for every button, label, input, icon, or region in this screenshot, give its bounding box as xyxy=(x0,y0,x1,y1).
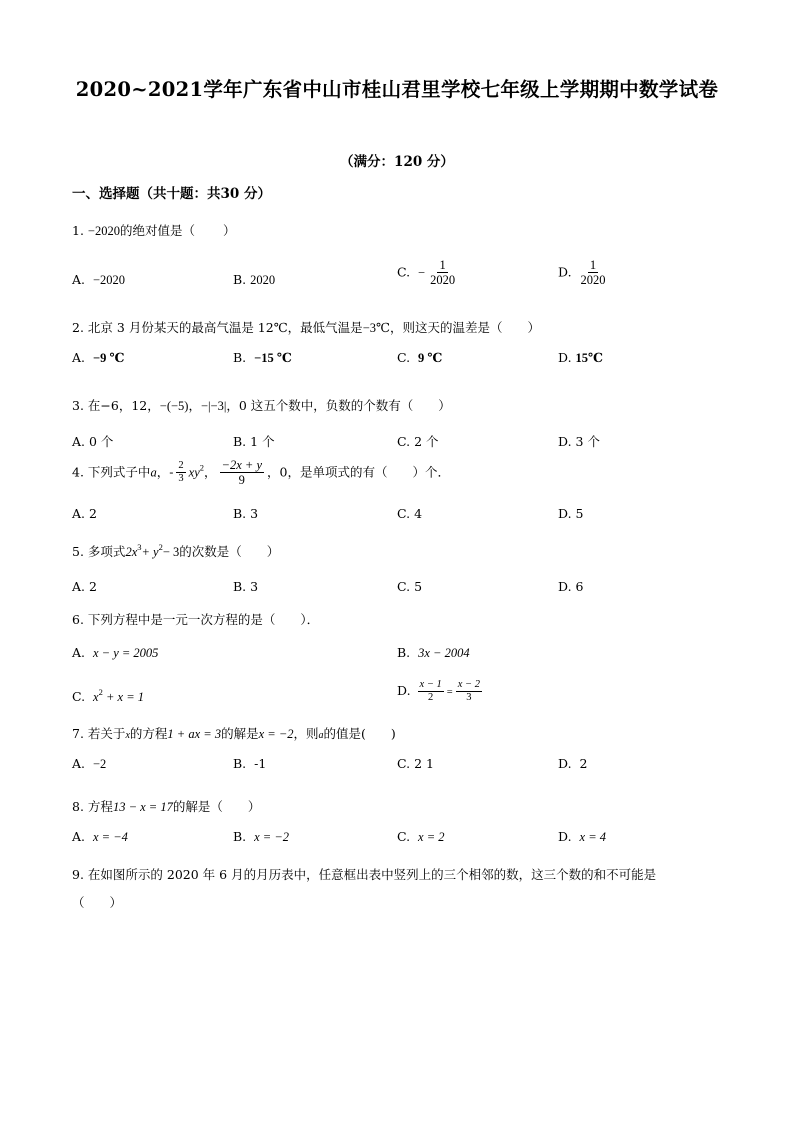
option-text: 5 xyxy=(575,506,584,521)
q8-option-b[interactable] xyxy=(233,829,289,845)
fraction xyxy=(418,679,444,704)
fraction xyxy=(428,258,457,288)
q5-option-c[interactable] xyxy=(397,579,422,594)
question-number: 9. xyxy=(72,867,84,882)
option-text: -1 xyxy=(254,756,267,771)
option-label: A. xyxy=(72,645,86,660)
q1-option-a[interactable] xyxy=(72,272,125,288)
option-label: D. xyxy=(558,434,572,449)
option-label: D. xyxy=(558,350,572,365)
option-text: x = 4 xyxy=(579,830,606,844)
fraction-numerator: −2x + y xyxy=(221,458,263,472)
q7-option-c[interactable] xyxy=(397,756,434,771)
math-expression: −3 xyxy=(362,321,376,335)
option-text: 2 xyxy=(579,756,588,771)
option-label: D. xyxy=(558,829,572,844)
question-text: ，0，是单项式的有（ ）个． xyxy=(267,464,450,480)
question-7 xyxy=(72,724,396,742)
exam-title: 2020~2021学年广东省中山市桂山君里学校七年级上学期期中数学试卷 xyxy=(75,78,719,101)
q1-option-b[interactable] xyxy=(233,272,275,288)
option-label: B. xyxy=(397,645,411,660)
fraction-denominator: 3 xyxy=(466,692,472,704)
fraction-denominator: 2020 xyxy=(430,273,456,288)
fraction-numerator: 2 xyxy=(176,460,185,473)
option-label: C. xyxy=(397,506,411,521)
option-label: C. xyxy=(397,434,411,449)
option-label: D. xyxy=(558,756,572,771)
math-expression: −2020 xyxy=(87,224,120,238)
q3-option-d[interactable] xyxy=(558,432,600,450)
question-6 xyxy=(72,610,319,628)
question-text: 的值是( ) xyxy=(323,726,396,741)
fraction-denominator: 2020 xyxy=(580,273,606,288)
option-label: B. xyxy=(233,506,247,521)
math-expression: − 3 xyxy=(162,545,180,559)
q6-option-b[interactable] xyxy=(397,645,470,661)
question-4: 4. 下列式子中a，- $\frac{2}{3}$ $xy^2$， $\frac{-2x + y}{9}$ ，0，是单项式的有（ ）个． xyxy=(72,458,450,488)
fraction-denominator: 9 xyxy=(238,473,245,488)
math-expression: 13 − x = 17 xyxy=(112,800,173,814)
q4-option-c[interactable] xyxy=(397,506,422,521)
option-label: D. xyxy=(558,506,572,521)
q3-option-c[interactable] xyxy=(397,432,439,450)
question-text: ℃，则这天的温差是（ ） xyxy=(376,320,540,335)
option-text: = xyxy=(446,687,453,699)
q8-option-d[interactable] xyxy=(558,829,606,845)
option-label: B. xyxy=(233,756,247,771)
option-text: + x = 1 xyxy=(102,690,145,704)
option-label: A. xyxy=(72,272,86,287)
question-8 xyxy=(72,797,260,815)
question-text: ，则 xyxy=(293,726,319,741)
q4-option-a[interactable] xyxy=(72,506,97,521)
option-text: 2 1 xyxy=(414,756,434,771)
option-label: C. xyxy=(397,579,411,594)
fraction xyxy=(176,460,185,485)
option-text: x − y = 2005 xyxy=(92,646,159,660)
question-text: 的解是 xyxy=(221,726,259,741)
option-label: A. xyxy=(72,579,86,594)
math-expression: xy xyxy=(188,465,200,480)
question-text: ， xyxy=(204,464,217,480)
option-text: x xyxy=(93,690,99,704)
option-label: C. xyxy=(397,756,411,771)
q1-option-d[interactable] xyxy=(558,258,611,288)
question-text: ，0 这五个数中，负数的个数有（ ） xyxy=(226,398,451,413)
question-text: ） xyxy=(223,223,236,238)
question-text: 下列式子中 xyxy=(87,464,151,480)
option-text: 2020 xyxy=(250,273,276,287)
question-text: 北京 3 月份某天的最高气温是 12℃，最低气温是 xyxy=(87,320,363,335)
fraction xyxy=(456,679,482,704)
question-text: 多项式 xyxy=(87,544,126,559)
q2-option-b[interactable] xyxy=(233,350,292,366)
option-text: 2 xyxy=(89,579,97,594)
option-label: B. xyxy=(233,434,247,449)
question-text: 方程 xyxy=(87,799,113,814)
math-variable: a xyxy=(150,465,157,480)
q3-option-a[interactable] xyxy=(72,432,113,450)
question-text: 下列方程中是一元一次方程的是（ ）． xyxy=(87,612,320,627)
question-number: 6. xyxy=(72,612,84,627)
q7-option-a[interactable] xyxy=(72,756,106,772)
question-text: 的方程 xyxy=(129,726,168,741)
option-text: −2 xyxy=(92,757,107,771)
q2-option-a[interactable] xyxy=(72,350,124,366)
option-label: D. xyxy=(397,683,411,699)
question-number: 7. xyxy=(72,726,84,741)
option-text: −9 ℃ xyxy=(92,351,125,365)
fraction xyxy=(220,458,264,488)
math-variable: a xyxy=(318,730,324,741)
q8-option-c[interactable] xyxy=(397,829,445,845)
fraction-numerator: 1 xyxy=(439,258,446,272)
q6-option-a[interactable] xyxy=(72,645,158,661)
option-label: D. xyxy=(558,264,572,280)
option-text: 3 xyxy=(250,579,259,594)
section-heading: 一、选择题（共十题：共30 分） xyxy=(72,186,271,202)
option-text: x = −4 xyxy=(92,830,128,844)
option-label: A. xyxy=(72,434,86,449)
option-text: 5 xyxy=(414,579,423,594)
option-text: −2020 xyxy=(92,273,126,287)
question-number: 1. xyxy=(72,223,84,238)
option-text: 3x − 2004 xyxy=(418,646,470,660)
option-text: 1 个 xyxy=(250,434,275,449)
question-text: ，- xyxy=(156,464,174,480)
q4-option-d[interactable] xyxy=(558,506,584,521)
question-number: 3. xyxy=(72,398,84,413)
option-label: C. xyxy=(397,350,411,365)
option-label: C. xyxy=(397,829,411,844)
option-text: 9 ℃ xyxy=(418,351,443,365)
option-text: 0 个 xyxy=(89,434,114,449)
question-text: （ ） xyxy=(72,895,123,910)
question-number: 5. xyxy=(72,544,84,559)
question-text: 的绝对值是（ xyxy=(119,223,195,238)
fraction-numerator: x − 2 xyxy=(456,679,482,692)
question-3 xyxy=(72,396,451,414)
math-expression: −|−3| xyxy=(200,399,227,413)
fraction xyxy=(579,258,608,288)
option-label: B. xyxy=(233,272,247,287)
q5-option-a[interactable] xyxy=(72,579,97,594)
question-number: 2. xyxy=(72,320,84,335)
math-expression: + y xyxy=(141,545,159,559)
option-text: x = 2 xyxy=(418,830,445,844)
option-text: −15 ℃ xyxy=(254,351,292,365)
math-expression: −(−5) xyxy=(159,399,189,413)
option-text: 2 个 xyxy=(414,434,439,449)
q3-option-b[interactable] xyxy=(233,432,275,450)
q5-option-b[interactable] xyxy=(233,579,258,594)
fraction-denominator: 2 xyxy=(428,692,434,704)
option-text: x = −2 xyxy=(254,830,290,844)
q2-option-c[interactable] xyxy=(397,350,442,366)
option-label: B. xyxy=(233,350,247,365)
option-label: A. xyxy=(72,350,86,365)
q2-option-d[interactable] xyxy=(558,350,603,366)
question-text: 的解是（ ） xyxy=(172,799,261,814)
option-label: B. xyxy=(233,829,247,844)
question-number: 4. xyxy=(72,464,84,480)
q5-option-d[interactable] xyxy=(558,579,584,594)
option-label: A. xyxy=(72,756,86,771)
question-text: 若关于 xyxy=(87,726,126,741)
fraction-denominator: 3 xyxy=(178,473,184,485)
option-label: A. xyxy=(72,506,86,521)
option-text: − xyxy=(418,265,426,280)
q6-option-d[interactable] xyxy=(397,679,485,704)
q4-option-b[interactable] xyxy=(233,506,258,521)
question-text: ， xyxy=(188,398,201,413)
q7-option-b[interactable] xyxy=(233,756,266,771)
option-text: 4 xyxy=(414,506,423,521)
question-2 xyxy=(72,318,540,336)
option-text: 6 xyxy=(575,579,584,594)
full-score-note: （满分：120 分） xyxy=(340,154,454,170)
option-text: 15℃ xyxy=(575,351,604,365)
q7-option-d[interactable] xyxy=(558,756,587,771)
question-number: 8. xyxy=(72,799,84,814)
math-expression: 2x xyxy=(125,545,138,559)
math-expression: 1 + ax = 3 xyxy=(167,727,222,741)
question-text: 的次数是（ ） xyxy=(179,544,280,559)
question-5: 5. 多项式$2x^3+ y^2- 3$的次数是（ ） xyxy=(72,542,280,559)
option-label: C. xyxy=(397,264,411,280)
math-expression: x = −2 xyxy=(258,727,294,741)
option-label: B. xyxy=(233,579,247,594)
question-text: 在−6，12， xyxy=(87,398,160,413)
option-text: 2 xyxy=(89,506,97,521)
q8-option-a[interactable] xyxy=(72,829,128,845)
q1-option-c[interactable] xyxy=(397,258,460,288)
question-text: 在如图所示的 2020 年 6 月的月历表中，任意框出表中竖列上的三个相邻的数，这三个数的和不可能是 xyxy=(87,867,657,882)
question-1 xyxy=(72,221,236,239)
fraction-numerator: 1 xyxy=(589,258,597,272)
question-9 xyxy=(72,861,722,917)
option-text: 3 xyxy=(250,506,259,521)
q6-option-c[interactable]: C. $x^2 + x = 1$ xyxy=(72,687,145,704)
option-label: D. xyxy=(558,579,572,594)
fraction-numerator: x − 1 xyxy=(418,679,444,692)
option-text: 3 个 xyxy=(575,434,600,449)
option-label: A. xyxy=(72,829,86,844)
option-label: C. xyxy=(72,689,86,704)
math-variable: x xyxy=(125,730,130,741)
